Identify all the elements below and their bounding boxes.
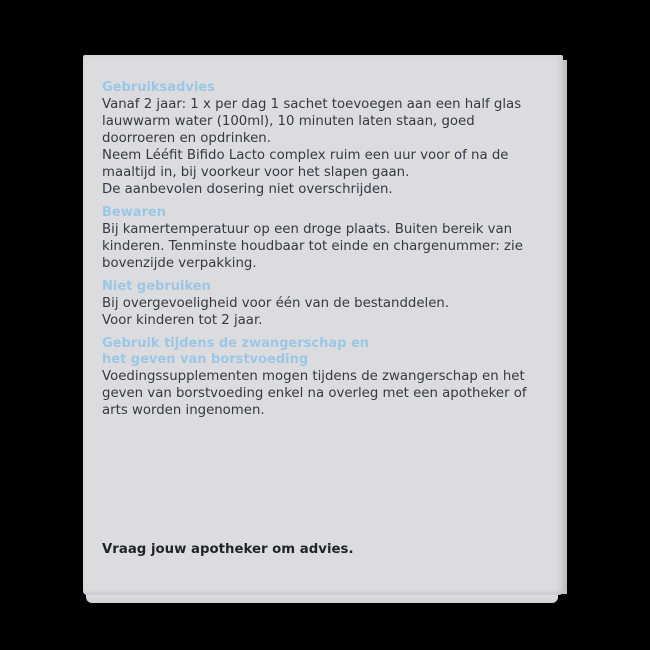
section-usage [102,80,542,198]
section-do-not-use [102,279,542,329]
section-paragraph: Neem Lééfit Bifido Lacto complex ruim een uur voor of na de maaltijd in, bij voorkeur voor het slapen gaan. [102,148,509,180]
section-paragraph: Bij overgevoeligheid voor één van de bestanddelen. [102,296,450,311]
section-paragraph: Voor kinderen tot 2 jaar. [102,313,263,328]
section-heading: Gebruiksadvies [102,80,215,95]
section-heading: Bewaren [102,205,166,220]
section-paragraph: Bij kamertemperatuur op een droge plaats. Buiten bereik van kinderen. Tenminste houdbaar tot einde en chargenummer: zie bovenzijde verpakking. [102,222,523,271]
section-pregnancy [102,336,542,419]
pharmacist-advice-note: Vraag jouw apotheker om advies. [102,542,354,557]
instructions-text [102,80,542,426]
section-paragraph: Voedingssupplementen mogen tijdens de zwangerschap en het geven van borstvoeding enkel na overleg met een apotheker of arts worden ingenomen. [102,369,527,418]
section-heading: Gebruik tijdens de zwangerschap en het geven van borstvoeding [102,336,370,367]
section-paragraph: De aanbevolen dosering niet overschrijden. [102,182,393,197]
section-heading: Niet gebruiken [102,279,211,294]
section-storage [102,205,542,272]
section-paragraph: Vanaf 2 jaar: 1 x per dag 1 sachet toevoegen aan een half glas lauwwarm water (100ml), 10 minuten laten staan, goed doorroeren en opdrinken. [102,97,522,146]
